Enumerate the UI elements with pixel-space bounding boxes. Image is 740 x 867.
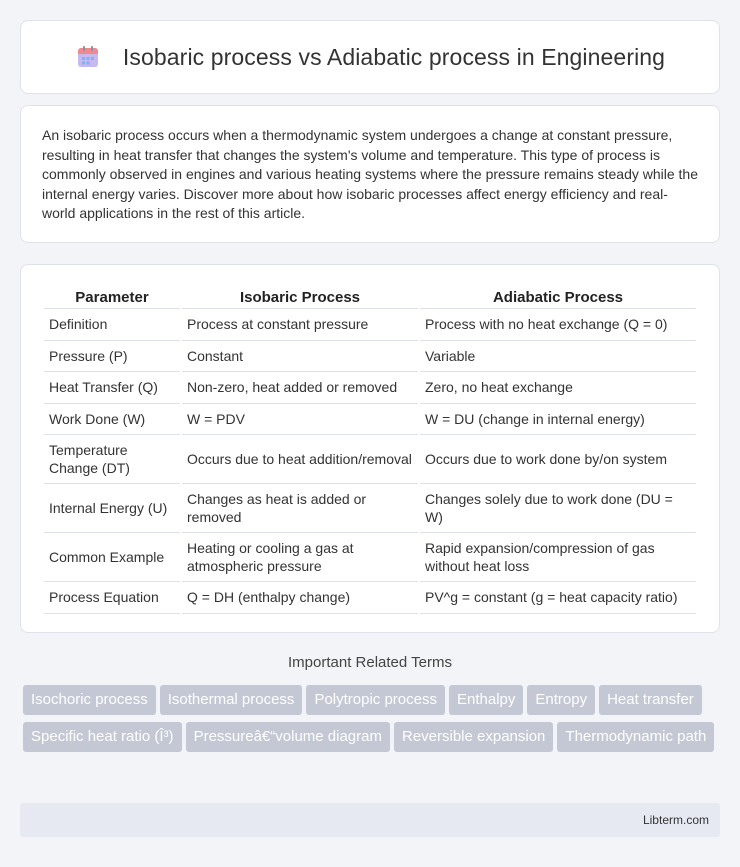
table-cell: Heating or cooling a gas at atmospheric pressure: [182, 533, 418, 582]
table-cell: PV^g = constant (g = heat capacity ratio): [420, 582, 696, 614]
table-row: [44, 484, 696, 533]
intro-card: [20, 105, 720, 243]
table-row: [44, 372, 696, 404]
table-row: [44, 404, 696, 436]
table-cell: Process Equation: [44, 582, 180, 614]
table-cell: Heat Transfer (Q): [44, 372, 180, 404]
table-row: [44, 341, 696, 373]
table-cell: Zero, no heat exchange: [420, 372, 696, 404]
tag-thermodynamic-path[interactable]: Thermodynamic path: [557, 722, 714, 752]
related-terms-list: [23, 685, 723, 759]
table-cell: Q = DH (enthalpy change): [182, 582, 418, 614]
table-cell: Occurs due to work done by/on system: [420, 435, 696, 484]
comparison-table-card: [20, 264, 720, 633]
table-cell: Temperature Change (DT): [44, 435, 180, 484]
table-header-row: [44, 286, 696, 309]
table-cell: Constant: [182, 341, 418, 373]
table-cell: Pressure (P): [44, 341, 180, 373]
intro-paragraph: An isobaric process occurs when a thermodynamic system undergoes a change at constant pressure, resulting in heat transfer that changes the system's volume and temperature. This type of process is commonly observed in engines and various heating systems where the pressure remains steady while the internal energy varies. Discover more about how isobaric processes affect energy efficiency and real-world applications in the rest of this article.: [42, 127, 699, 221]
related-terms-title: Important Related Terms: [288, 654, 452, 671]
header-isobaric: Isobaric Process: [182, 286, 418, 309]
table-cell: Changes as heat is added or removed: [182, 484, 418, 533]
table-cell: Process at constant pressure: [182, 309, 418, 341]
table-cell: Process with no heat exchange (Q = 0): [420, 309, 696, 341]
footer-site-link[interactable]: Libterm.com: [642, 813, 709, 827]
table-cell: Changes solely due to work done (DU = W): [420, 484, 696, 533]
table-cell: W = DU (change in internal energy): [420, 404, 696, 436]
table-row: [44, 435, 696, 484]
table-row: [44, 309, 696, 341]
tag-pressure-volume-diagram[interactable]: Pressureâ€“volume diagram: [186, 722, 390, 752]
tag-entropy[interactable]: Entropy: [527, 685, 595, 715]
tag-specific-heat-ratio[interactable]: Specific heat ratio (Î³): [23, 722, 182, 752]
table-cell: Occurs due to heat addition/removal: [182, 435, 418, 484]
tag-polytropic-process[interactable]: Polytropic process: [306, 685, 445, 715]
table-row: [44, 582, 696, 614]
calendar-icon: [75, 44, 101, 70]
header-parameter: Parameter: [44, 286, 180, 309]
table-cell: Internal Energy (U): [44, 484, 180, 533]
table-cell: Work Done (W): [44, 404, 180, 436]
table-cell: W = PDV: [182, 404, 418, 436]
page-title: Isobaric process vs Adiabatic process in Engineering: [122, 43, 666, 70]
tag-reversible-expansion[interactable]: Reversible expansion: [394, 722, 553, 752]
header-card: [20, 20, 720, 94]
comparison-table: [42, 286, 698, 614]
tag-enthalpy[interactable]: Enthalpy: [449, 685, 523, 715]
table-cell: Common Example: [44, 533, 180, 582]
table-row: [44, 533, 696, 582]
tag-heat-transfer[interactable]: Heat transfer: [599, 685, 702, 715]
table-cell: Rapid expansion/compression of gas without heat loss: [420, 533, 696, 582]
header-adiabatic: Adiabatic Process: [420, 286, 696, 309]
table-cell: Non-zero, heat added or removed: [182, 372, 418, 404]
table-cell: Variable: [420, 341, 696, 373]
tag-isothermal-process[interactable]: Isothermal process: [160, 685, 303, 715]
footer: [20, 803, 720, 837]
tag-isochoric-process[interactable]: Isochoric process: [23, 685, 156, 715]
table-cell: Definition: [44, 309, 180, 341]
